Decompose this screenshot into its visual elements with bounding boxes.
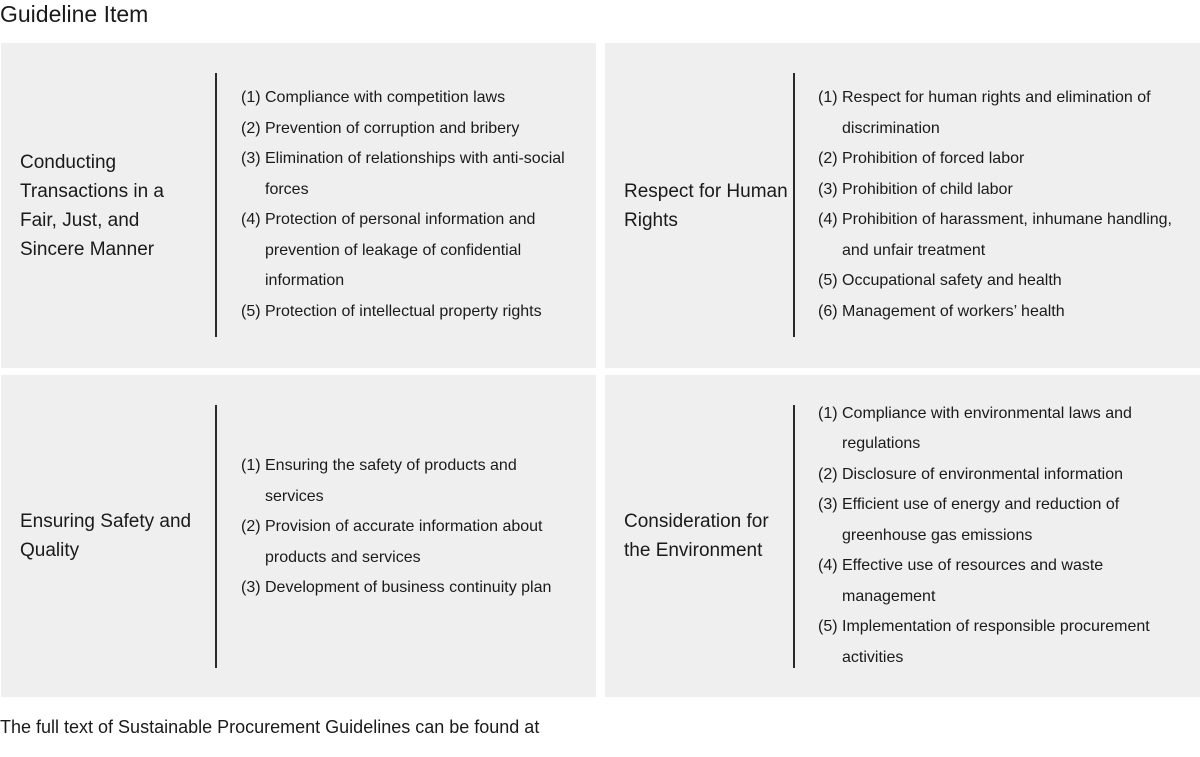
guideline-item: (1) Ensuring the safety of products and services (241, 457, 517, 505)
vertical-divider (793, 405, 795, 668)
card-heading: Respect for Human Rights (624, 180, 788, 231)
guideline-item: (1) Respect for human rights and elimination of discrimination (818, 89, 1151, 137)
guideline-item: (3) Prohibition of child labor (818, 180, 1013, 198)
vertical-divider (215, 405, 217, 668)
card-heading: Conducting Transactions in a Fair, Just, and Sincere Manner (20, 151, 164, 260)
page-title: Guideline Item (0, 1, 149, 27)
guideline-item: (2) Disclosure of environmental information (818, 465, 1124, 483)
guideline-item: (3) Efficient use of energy and reduction of greenhouse gas emissions (818, 496, 1120, 544)
guideline-item: (5) Protection of intellectual property rights (241, 302, 542, 320)
vertical-divider (793, 73, 795, 337)
guideline-item-list (818, 391, 1193, 681)
guideline-item: (2) Prohibition of forced labor (818, 150, 1025, 167)
guideline-item: (4) Prohibition of harassment, inhumane handling, and unfair treatment (818, 211, 1172, 259)
guideline-item: (2) Provision of accurate information about products and services (241, 518, 543, 566)
card-heading: Ensuring Safety and Quality (20, 511, 192, 561)
guideline-item: (1) Compliance with environmental laws and regulations (818, 404, 1132, 453)
guideline-item: (5) Occupational safety and health (818, 272, 1062, 289)
guideline-item-list (818, 75, 1188, 335)
footer-note: The full text of Sustainable Procurement Guidelines can be found at (0, 717, 540, 737)
guideline-item-list (241, 435, 571, 620)
guideline-item: (2) Prevention of corruption and bribery (241, 119, 520, 137)
guideline-item-list (241, 67, 581, 343)
guideline-card-human-rights (605, 43, 1200, 368)
guideline-item: (1) Compliance with competition laws (241, 89, 506, 106)
guideline-card-fair-transactions (1, 43, 596, 368)
guideline-card-safety-quality (1, 375, 596, 697)
card-heading: Consideration for the Environment (624, 511, 769, 561)
guideline-item: (3) Development of business continuity plan (241, 579, 552, 597)
guideline-item: (3) Elimination of relationships with anti-social forces (241, 150, 565, 198)
guideline-card-environment (605, 375, 1200, 697)
guideline-item: (4) Protection of personal information and prevention of leakage of confidential information (241, 211, 536, 289)
guideline-item: (4) Effective use of resources and waste management (818, 557, 1104, 605)
guideline-item: (6) Management of workers’ health (818, 302, 1065, 320)
vertical-divider (215, 73, 217, 337)
guideline-item: (5) Implementation of responsible procurement activities (818, 618, 1150, 666)
